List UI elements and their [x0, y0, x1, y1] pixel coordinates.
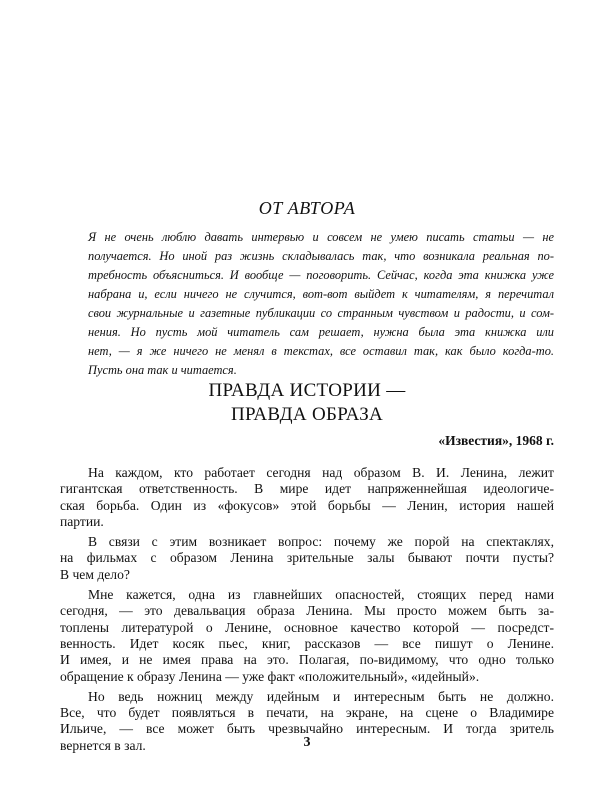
- preface-line: нет, — я же ничего не менял в текстах, все оставил так, как было когда-то.: [88, 344, 554, 358]
- body-line: ская борьба. Один из «фокусов» этой борьбы — Ленин, история нашей: [60, 497, 554, 513]
- preface-line: Пусть она так и читается.: [88, 363, 237, 377]
- body-line: Ильиче, — все может быть чрезвычайно интересным. И тогда зритель: [60, 721, 554, 737]
- body-line: вернется в зал.: [60, 737, 146, 753]
- body-line: гигантская ответственность. В мире идет напряженнейшая идеологиче-: [60, 481, 554, 497]
- body-line: В чем дело?: [60, 566, 130, 582]
- preface-title: ОТ АВТОРА: [258, 198, 356, 218]
- body-line: В связи с этим возникает вопрос: почему же порой на спектаклях,: [88, 534, 554, 550]
- body-line: Все, что будет появляться в печати, на экране, на сцене о Владимире: [60, 705, 554, 721]
- article-title-line: ПРАВДА ОБРАЗА: [230, 404, 384, 425]
- body-line: сегодня, — это девальвация образа Ленина. Мы просто можем быть за-: [60, 603, 554, 619]
- body-line: на фильмах с образом Ленина зрительные залы бывают почти пусты?: [60, 550, 554, 566]
- body-line: партии.: [60, 513, 104, 529]
- article-title: [0, 379, 614, 427]
- preface-line: набрана и, если ничего не случится, вот-вот выйдет к читателям, я перечитал: [88, 287, 554, 301]
- preface-line: получается. Но иной раз жизнь складывалась так, что возникала реальная по-: [88, 249, 554, 263]
- page-number: 3: [303, 735, 311, 750]
- preface-line: нения. Но пусть мой читатель сам решает, нужна была эта книжка или: [88, 325, 554, 339]
- article-body: [60, 465, 554, 754]
- body-line: И имея, и не имея права на это. Полагая, по-видимому, что одно только: [60, 652, 554, 668]
- body-line: венность. Идет косяк пьес, книг, рассказов — все пишут о Ленине.: [60, 635, 554, 651]
- preface-line: свои журнальные и газетные публикации со странным чувством и радости, и сом-: [88, 306, 554, 320]
- preface-line: Я не очень люблю давать интервью и совсем не умею писать статьи — не: [88, 230, 554, 244]
- body-line: Мне кажется, одна из главнейших опасностей, стоящих перед нами: [88, 587, 554, 603]
- article-source: «Известия», 1968 г.: [438, 433, 554, 448]
- body-line: обращение к образу Ленина — уже факт «положительный», «идейный».: [60, 668, 480, 684]
- body-line: топлены литературой о Ленине, основное качество которой — посредст-: [60, 619, 554, 635]
- preface-text: [88, 228, 554, 380]
- body-line: На каждом, кто работает сегодня над образом В. И. Ленина, лежит: [88, 465, 554, 480]
- preface-line: требность объясниться. И вообще — поговорить. Сейчас, когда эта книжка уже: [88, 268, 554, 282]
- body-line: Но ведь ножниц между идейным и интересным быть не должно.: [88, 688, 554, 704]
- article-title-line: ПРАВДА ИСТОРИИ —: [208, 380, 406, 401]
